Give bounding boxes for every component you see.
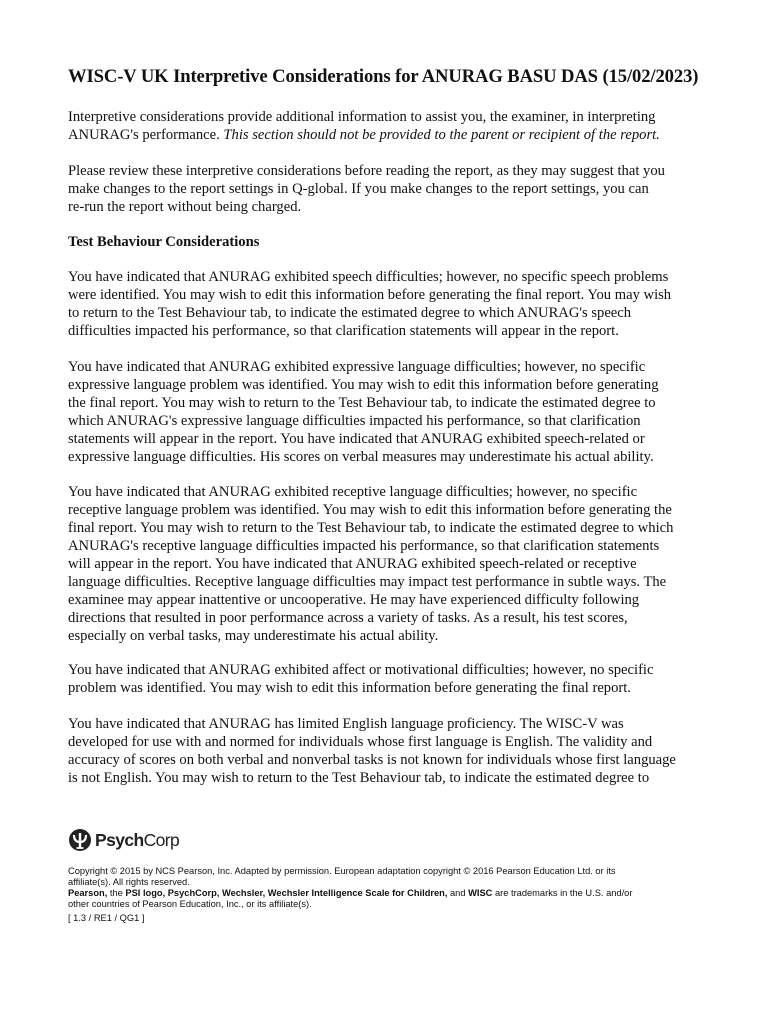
logo-wordmark bbox=[95, 830, 179, 851]
intro-text: ANURAG's performance. bbox=[68, 127, 224, 143]
paragraph-line: developed for use with and normed for individuals whose first language is English. The validity and bbox=[68, 734, 653, 750]
trademark-line: other countries of Pearson Education, Inc., or its affiliate(s). bbox=[68, 899, 312, 909]
intro-line bbox=[68, 126, 660, 144]
footer bbox=[68, 866, 708, 924]
paragraph-line: especially on verbal tasks, may underestimate his actual ability. bbox=[68, 628, 439, 644]
trademark-bold: PSI logo, PsychCorp, Wechsler, Wechsler Intelligence Scale for Children, bbox=[125, 888, 448, 898]
section-heading: Test Behaviour Considerations bbox=[68, 234, 260, 250]
copyright-line: Copyright © 2015 by NCS Pearson, Inc. Adapted by permission. European adaptation copyright © 2016 Pearson Education Ltd. or its bbox=[68, 866, 616, 876]
paragraph-line: You have indicated that ANURAG exhibited expressive language difficulties; however, no specific bbox=[68, 359, 646, 375]
receptive-language-paragraph bbox=[68, 483, 673, 645]
copyright-line: affiliate(s). All rights reserved. bbox=[68, 877, 190, 887]
intro-warning: This section should not be provided to the parent or recipient of the report. bbox=[223, 127, 660, 143]
expressive-language-paragraph bbox=[68, 358, 659, 466]
english-proficiency-paragraph bbox=[68, 715, 676, 787]
trademark-line bbox=[68, 888, 708, 899]
paragraph-line: ANURAG's receptive language difficulties impacted his performance, so that clarification statements bbox=[68, 538, 660, 554]
paragraph-line: examinee may appear inattentive or uncooperative. He may have experienced difficulty following bbox=[68, 592, 640, 608]
paragraph-line: receptive language problem was identified. You may wish to edit this information before generating the bbox=[68, 502, 672, 518]
trademark-text: are trademarks in the U.S. and/or bbox=[492, 888, 633, 898]
version-code: [ 1.3 / RE1 / QG1 ] bbox=[68, 913, 145, 923]
paragraph-line: statements will appear in the report. You have indicated that ANURAG exhibited speech-related or bbox=[68, 431, 645, 447]
review-line: make changes to the report settings in Q-global. If you make changes to the report settings, you can bbox=[68, 181, 649, 197]
psi-icon bbox=[68, 828, 92, 852]
trademark-bold: Pearson, bbox=[68, 888, 108, 898]
paragraph-line: language difficulties. Receptive language difficulties may impact test performance in subtle ways. The bbox=[68, 574, 667, 590]
paragraph-line: to return to the Test Behaviour tab, to indicate the estimated degree to which ANURAG's speech bbox=[68, 305, 632, 321]
trademark-text: and bbox=[447, 888, 469, 898]
review-line: Please review these interpretive considerations before reading the report, as they may suggest that you bbox=[68, 163, 665, 179]
paragraph-line: were identified. You may wish to edit this information before generating the final report. You may wish bbox=[68, 287, 672, 303]
paragraph-line: You have indicated that ANURAG exhibited speech difficulties; however, no specific speech problems bbox=[68, 269, 669, 285]
paragraph-line: expressive language difficulties. His scores on verbal measures may underestimate his actual ability. bbox=[68, 449, 654, 465]
speech-paragraph bbox=[68, 268, 671, 340]
paragraph-line: You have indicated that ANURAG exhibited receptive language difficulties; however, no specific bbox=[68, 484, 638, 500]
paragraph-line: You have indicated that ANURAG exhibited affect or motivational difficulties; however, no specific bbox=[68, 662, 654, 678]
paragraph-line: expressive language problem was identified. You may wish to edit this information before generating bbox=[68, 377, 659, 393]
review-line: re-run the report without being charged. bbox=[68, 199, 302, 215]
paragraph-line: will appear in the report. You have indicated that ANURAG exhibited speech-related or receptive bbox=[68, 556, 637, 572]
paragraph-line: You have indicated that ANURAG has limited English language proficiency. The WISC-V was bbox=[68, 716, 624, 732]
paragraph-line: is not English. You may wish to return to the Test Behaviour tab, to indicate the estimated degree to bbox=[68, 770, 650, 786]
paragraph-line: difficulties impacted his performance, so that clarification statements will appear in the report. bbox=[68, 323, 619, 339]
intro-paragraph bbox=[68, 108, 660, 144]
paragraph-line: final report. You may wish to return to the Test Behaviour tab, to indicate the estimated degree to which bbox=[68, 520, 674, 536]
paragraph-line: directions that resulted in poor performance across a variety of tasks. As a result, his test scores, bbox=[68, 610, 628, 626]
page-title: WISC-V UK Interpretive Considerations for ANURAG BASU DAS (15/02/2023) bbox=[68, 66, 699, 87]
paragraph-line: accuracy of scores on both verbal and nonverbal tasks is not known for individuals whose first language bbox=[68, 752, 676, 768]
review-paragraph bbox=[68, 162, 665, 216]
affect-paragraph bbox=[68, 661, 653, 697]
intro-line: Interpretive considerations provide additional information to assist you, the examiner, in interpreting bbox=[68, 109, 656, 125]
trademark-text: the bbox=[107, 888, 126, 898]
paragraph-line: the final report. You may wish to return to the Test Behaviour tab, to indicate the estimated degree to bbox=[68, 395, 656, 411]
psychcorp-logo bbox=[68, 828, 179, 852]
logo-word-regular: Corp bbox=[143, 829, 180, 850]
paragraph-line: problem was identified. You may wish to edit this information before generating the final report. bbox=[68, 680, 631, 696]
logo-word-bold: Psych bbox=[95, 829, 144, 850]
trademark-bold: WISC bbox=[468, 888, 493, 898]
paragraph-line: which ANURAG's expressive language difficulties impacted his performance, so that clarification bbox=[68, 413, 641, 429]
